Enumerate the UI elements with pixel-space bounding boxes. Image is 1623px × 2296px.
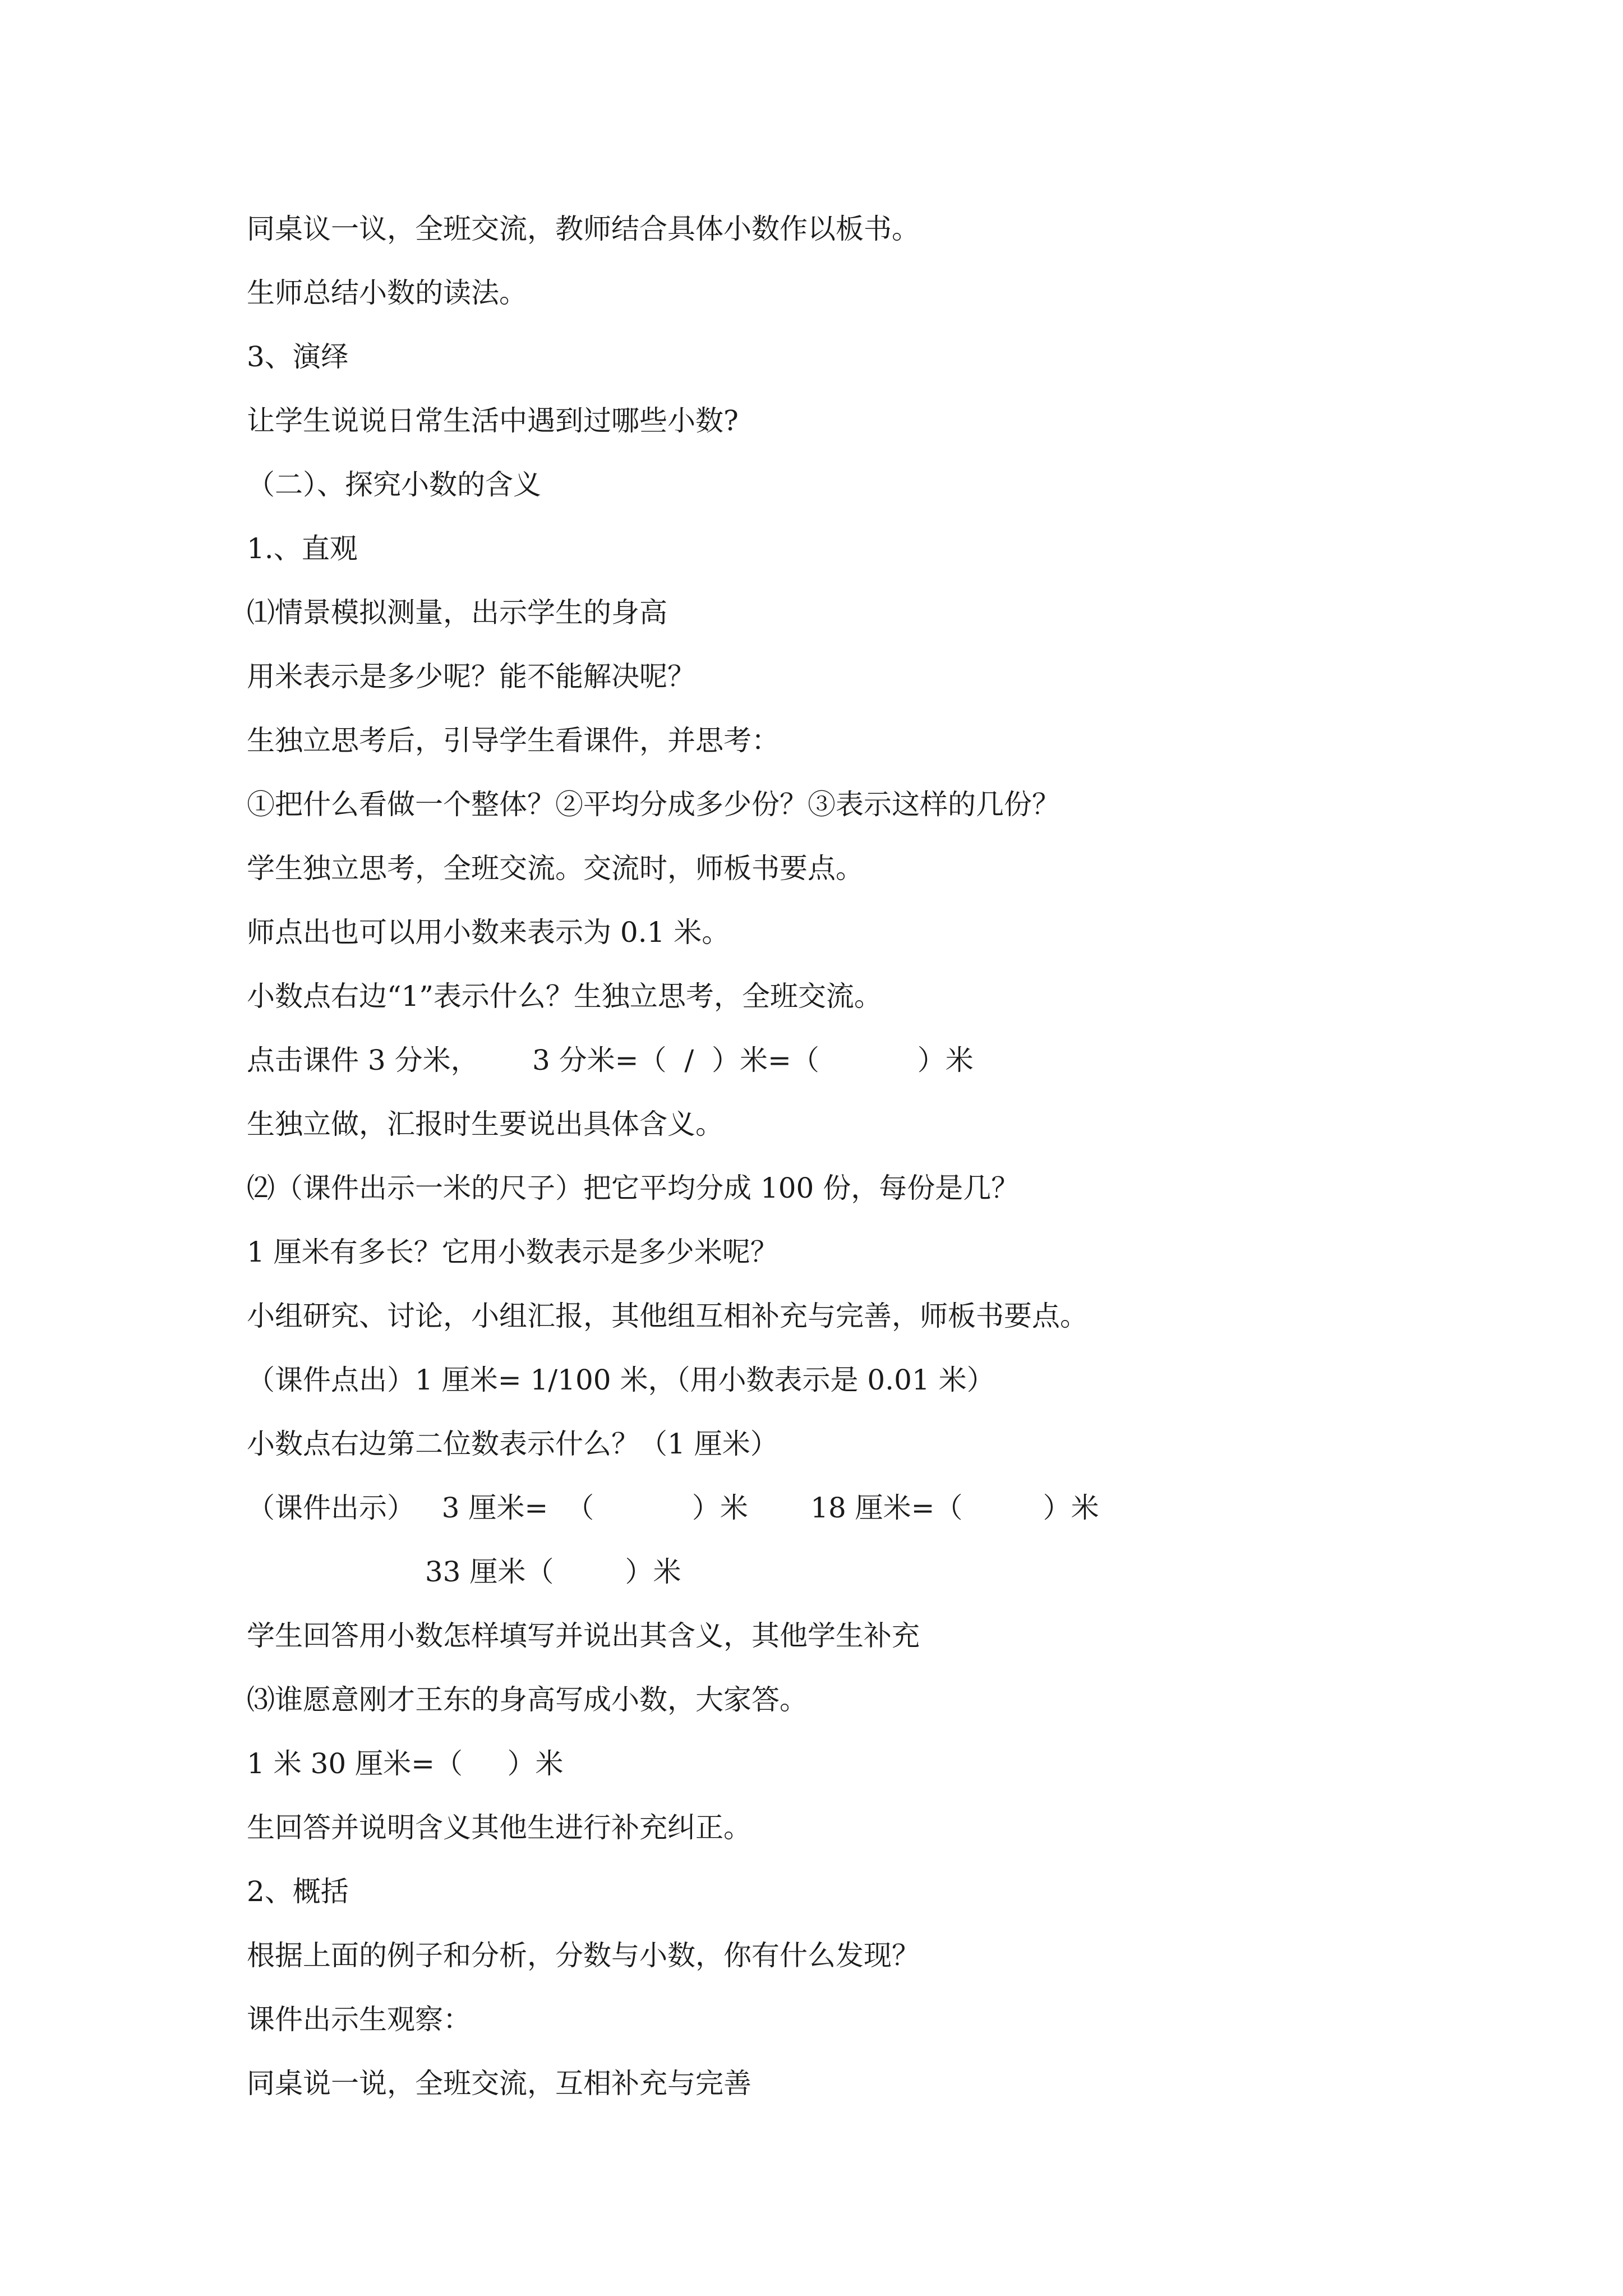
text-line: 课件出示生观察： [247,2003,471,2036]
text-line: （课件点出）1 厘米= 1/100 米，（用小数表示是 0.01 米） [247,1364,995,1396]
text-line: 小组研究、讨论，小组汇报，其他组互相补充与完善，师板书要点。 [247,1300,1088,1332]
section-heading: 1.、直观 [247,532,358,565]
text-line: ①把什么看做一个整体？②平均分成多少份？③表示这样的几份？ [247,788,1060,821]
exercise-line: 33 厘米（ ）米 [247,1556,681,1588]
text-line: 同桌议一议，全班交流，教师结合具体小数作以板书。 [247,213,920,245]
text-line: 学生独立思考，全班交流。交流时，师板书要点。 [247,852,864,885]
text-line: 1 厘米有多长？它用小数表示是多少米呢？ [247,1236,778,1268]
exercise-line: 1 米 30 厘米=（ ）米 [247,1747,564,1780]
text-line: 师点出也可以用小数来表示为 0.1 米。 [247,916,730,949]
text-line: ⑶谁愿意刚才王东的身高写成小数，大家答。 [247,1683,808,1716]
exercise-line: 点击课件 3 分米， 3 分米=（ / ）米=（ ）米 [247,1044,974,1076]
text-line: 学生回答用小数怎样填写并说出其含义，其他学生补充 [247,1619,920,1652]
text-line: 生独立做，汇报时生要说出具体含义。 [247,1108,723,1140]
text-line: 同桌说一说，全班交流，互相补充与完善 [247,2067,751,2100]
text-line: 用米表示是多少呢？能不能解决呢？ [247,660,695,693]
text-line: ⑴情景模拟测量，出示学生的身高 [247,596,667,629]
section-heading: 2、概括 [247,1875,349,1908]
text-line: 生师总结小数的读法。 [247,277,527,309]
text-line: ⑵（课件出示一米的尺子）把它平均分成 100 份，每份是几？ [247,1172,1020,1204]
text-line: 让学生说说日常生活中遇到过哪些小数? [247,404,739,437]
exercise-line: （课件出示） 3 厘米= （ ）米 18 厘米=（ ）米 [247,1492,1099,1524]
section-heading: 3、演绎 [247,341,349,373]
section-heading: （二）、探究小数的含义 [247,468,541,501]
text-line: 生回答并说明含义其他生进行补充纠正。 [247,1811,751,1844]
text-line: 小数点右边第二位数表示什么？（1 厘米） [247,1428,778,1460]
text-line: 小数点右边“1”表示什么？生独立思考，全班交流。 [247,980,882,1013]
text-line: 根据上面的例子和分析，分数与小数，你有什么发现？ [247,1939,920,1972]
text-line: 生独立思考后，引导学生看课件，并思考： [247,724,780,757]
